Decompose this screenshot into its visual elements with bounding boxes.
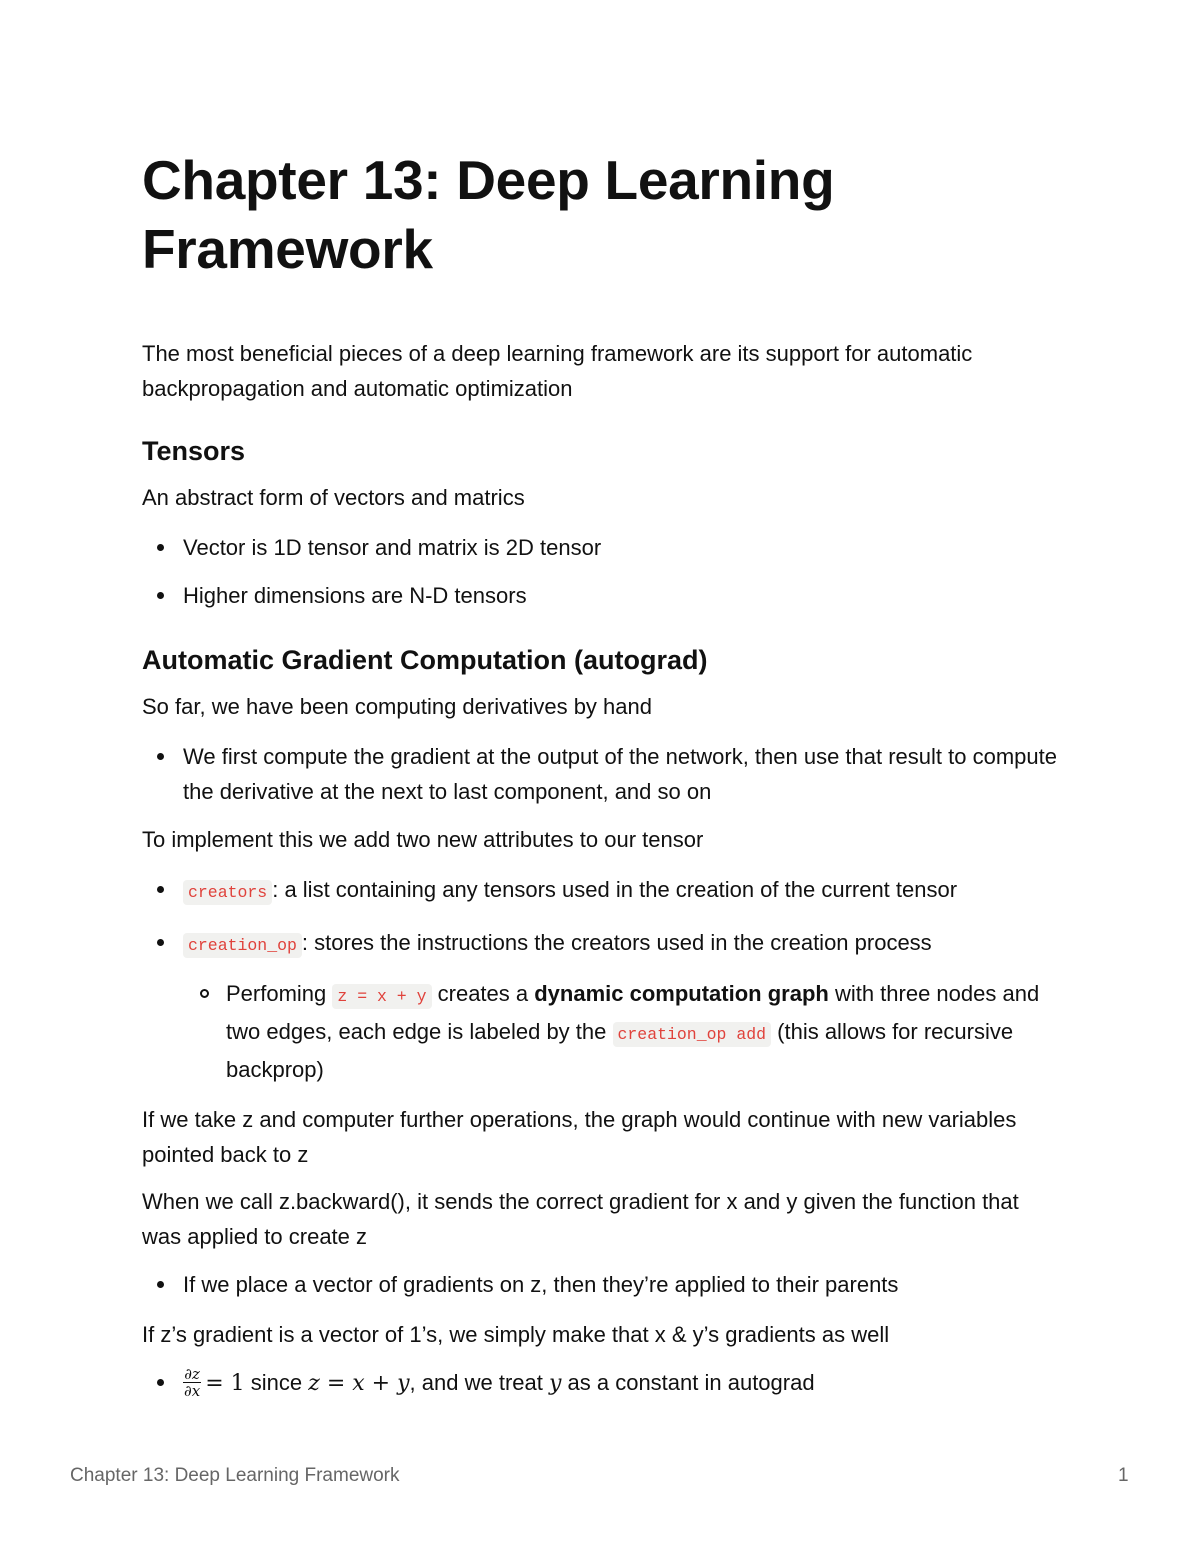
list-item: If we place a vector of gradients on z, then they’re applied to their parents [142, 1267, 1062, 1302]
list-item: We first compute the gradient at the output of the network, then use that result to compute the derivative at the next to last component, and so on [142, 739, 1062, 809]
list-item-creators [142, 872, 1062, 910]
partial-derivative-fraction [183, 1366, 201, 1399]
math-text-2: as a constant in autograd [561, 1370, 815, 1395]
autograd-paragraph-3: If we take z and computer further operations, the graph would continue with new variables pointed back to z [142, 1107, 1017, 1167]
sub-text-3: with three nodes and two edges, each edge is labeled by the [226, 981, 1040, 1044]
list-item: Vector is 1D tensor and matrix is 2D tensor [142, 530, 1062, 565]
autograd-list-2 [142, 1267, 1062, 1302]
dynamic-graph-term: dynamic computation graph [534, 981, 829, 1006]
math-plus: + [364, 1371, 398, 1396]
math-equals: = [319, 1371, 353, 1396]
math-var-y: y [397, 1371, 410, 1396]
tensors-description: An abstract form of vectors and matrics [142, 485, 525, 510]
fraction-denominator: ∂x [184, 1381, 201, 1400]
creation-op-description: : stores the instructions the creators used in the creation process [301, 930, 932, 955]
math-var-y-2: y [548, 1371, 562, 1396]
page-number: 1 [1118, 1465, 1129, 1486]
expression-code: z = x + y [332, 984, 431, 1009]
creation-op-code: creation_op [183, 933, 302, 958]
sub-text-2: creates a [431, 981, 535, 1006]
list-item-creation-op [142, 925, 1062, 963]
math-list-item [142, 1365, 1062, 1401]
autograd-paragraph-4: When we call z.backward(), it sends the correct gradient for x and y given the function that was applied to create z [142, 1189, 1019, 1249]
math-equals-one: = 1 [205, 1371, 245, 1396]
attributes-list [142, 872, 1062, 963]
title-line-1: Chapter 13: Deep Learning [142, 149, 835, 211]
document-content [142, 146, 1062, 1401]
math-text-1: , and we treat [409, 1370, 549, 1395]
page-title [142, 146, 1062, 284]
sub-list-item [185, 976, 1062, 1087]
autograd-list-3 [142, 1365, 1062, 1401]
creators-code: creators [183, 880, 272, 905]
math-var-z: z [308, 1371, 320, 1396]
autograd-heading: Automatic Gradient Computation (autograd) [142, 645, 708, 675]
autograd-list-1 [142, 739, 1062, 809]
math-var-x: x [352, 1371, 365, 1396]
autograd-paragraph-2: To implement this we add two new attributes to our tensor [142, 827, 704, 852]
list-item: Higher dimensions are N-D tensors [142, 578, 1062, 613]
math-text-since: since [244, 1370, 309, 1395]
creators-description: : a list containing any tensors used in the creation of the current tensor [272, 877, 958, 902]
sub-text-1: Perfoming [226, 981, 333, 1006]
sub-text-4: (this allows for recursive backprop) [226, 1019, 1014, 1082]
autograd-paragraph-1: So far, we have been computing derivatives by hand [142, 694, 652, 719]
title-line-2: Framework [142, 218, 433, 280]
tensors-list [142, 530, 1062, 613]
creation-op-add-code: creation_op add [613, 1022, 772, 1047]
creation-op-sublist [142, 976, 1062, 1087]
tensors-heading: Tensors [142, 436, 246, 466]
fraction-numerator: ∂z [184, 1364, 200, 1383]
footer-title: Chapter 13: Deep Learning Framework [70, 1465, 400, 1486]
autograd-paragraph-5: If z’s gradient is a vector of 1’s, we simply make that x & y’s gradients as well [142, 1322, 890, 1347]
intro-paragraph: The most beneficial pieces of a deep learning framework are its support for automatic backpropagation and automatic optimization [142, 341, 973, 401]
